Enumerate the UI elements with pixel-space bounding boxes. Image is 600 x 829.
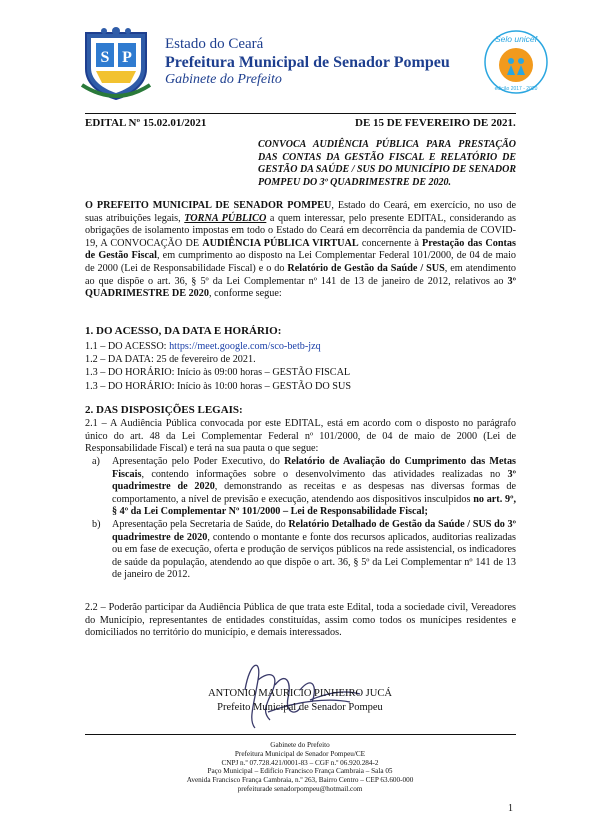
subitem-b [90, 519, 516, 582]
intro-g: Prestação das Contas de Gestão Fiscal [85, 237, 516, 262]
intro-h: , em cumprimento ao disposto na Lei Complementar Federal 101/2000, de 04 de maio de 2000 (Lei de Responsabilidade Fiscal) e o do [85, 250, 516, 274]
footer [0, 741, 600, 794]
header-gabinete: Gabinete do Prefeito [165, 72, 282, 87]
signatory-role: Prefeito Municipal de Senador Pompeu [217, 702, 383, 713]
time-item-fiscal: 1.3 – DO HORÁRIO: Início às 09:00 horas – GESTÃO FISCAL [85, 367, 351, 379]
header-state: Estado do Ceará [165, 36, 264, 52]
edital-number: EDITAL Nº 15.02.01/2021 [85, 117, 207, 129]
subitem-a-label: a) [92, 456, 100, 467]
access-item [85, 340, 351, 353]
section2-paragraph1: 2.1 – A Audiência Pública convocada por este EDITAL, está em acordo com o disposto no parágrafo único do art. 48 da Lei Complementar Federal nº 101/2000, de 04 de maio de 2000 (Lei de Responsabilidade Fiscal) e terá na sua pauta o que segue: [85, 418, 516, 455]
section1-title: 1. DO ACESSO, DA DATA E HORÁRIO: [85, 325, 282, 337]
coat-of-arms-logo [80, 25, 152, 101]
intro-f: concernente à [358, 237, 423, 249]
edital-summary: CONVOCA AUDIÊNCIA PÚBLICA PARA PRESTAÇÃO DAS CONTAS DA GESTÃO FISCAL E RELATÓRIO DE GESTÃO DA SAÚDE / SUS DO MUNICÍPIO DE SENADOR POMPEU DO 3º QUADRIMESTRE DE 2020. [258, 139, 516, 188]
edital-date: DE 15 DE FEVEREIRO DE 2021. [355, 117, 516, 129]
subitem-a-text6: no art. 9º, § 4º da Lei Complementar Nº 101/2000 – Lei de Responsabilidade Fiscal; [112, 493, 516, 518]
intro-i: Relatório de Gestão da Saúde / SUS [287, 262, 445, 274]
footer-line2: Prefeitura Municipal de Senador Pompeu/CE [234, 749, 366, 758]
meet-link[interactable]: https://meet.google.com/sco-betb-jzq [169, 341, 321, 352]
header-divider [85, 113, 516, 114]
footer-line1: Gabinete do Prefeito [270, 741, 330, 749]
section2-title: 2. DAS DISPOSIÇÕES LEGAIS: [85, 404, 243, 416]
date-item: 1.2 – DA DATA: 25 de fevereiro de 2021. [85, 354, 256, 366]
intro-c: TORNA PÚBLICO [184, 212, 267, 224]
footer-line4: Paço Municipal – Edifício Francisco França Cambraia – Sala 05 [207, 767, 393, 776]
footer-line3: CNPJ n.º 07.728.421/0001-83 – CGF n.º 06.920.284-2 [221, 758, 379, 767]
subitem-a-text4: 3º quadrimestre de 2020 [112, 468, 516, 493]
intro-e: AUDIÊNCIA PÚBLICA VIRTUAL [202, 237, 359, 249]
intro-b: , Estado do Ceará, em exercício, no uso de suas atribuições legais, [85, 200, 517, 224]
section2-paragraph2: 2.2 – Poderão participar da Audiência Pública de que trata este Edital, toda a sociedade civil, Vereadores do Município, representantes de entidades constituídas, assim como todos os munícipes residentes e domiciliados no território do município, e demais interessados. [85, 602, 516, 639]
subitem-b-text1: Apresentação pela Secretaria de Saúde, do [112, 518, 289, 530]
header-prefeitura: Prefeitura Municipal de Senador Pompeu [165, 54, 450, 71]
intro-j: , em atendimento ao que dispõe o art. 36, § 5º da Lei Complementar nº 141 de 13 de janeiro de 2012, relativos ao [85, 262, 516, 287]
footer-line5: Avenida Francisco França Cambraia, n.º 263, Bairro Centro – CEP 63.600-000 [186, 776, 414, 785]
coat-letter-s: S [100, 49, 110, 66]
coat-letter-p: P [122, 49, 132, 66]
subitem-a-text3: , contendo informações sobre o desenvolvimento das atividades realizadas no [141, 468, 508, 480]
subitem-b-label: b) [92, 518, 101, 530]
unicef-seal-logo [483, 29, 549, 95]
section2-subitems [90, 456, 516, 582]
subitem-a-text2: Relatório de Avaliação do Cumprimento das Metas Fiscais [112, 456, 516, 480]
intro-l: , conforme segue: [208, 288, 282, 300]
intro-a: O PREFEITO MUNICIPAL DE SENADOR POMPEU [85, 200, 332, 211]
intro-d: a quem interessar, pelo presente EDITAL, considerando as obrigações de isolamento impostas em todo o Estado do Ceará em decorrência da pandemia de COVID-19, A CONVOCAÇÃO DE [85, 212, 516, 249]
footer-divider [85, 734, 516, 735]
signatory-name: ANTONIO MAURICIO PINHEIRO JUCÁ [208, 688, 392, 699]
seal-title-text: Selo unicef [494, 34, 538, 44]
page-number: 1 [508, 803, 513, 814]
seal-subtitle-text: edição 2017 - 2020 [494, 86, 538, 92]
subitem-a [90, 456, 516, 519]
time-item-sus: 1.3 – DO HORÁRIO: Início às 10:00 horas – GESTÃO DO SUS [85, 380, 351, 392]
subitem-b-text3: , contendo o montante e fonte dos recursos aplicados, auditorias realizadas ou em fase de execução, oferta e produção de serviços públicos na rede assistencial, os indicadores de saúde da população, atendendo ao que dispõe o art. 36, § 5º da Lei Complementar nº 141 de 13 de janeiro de 2012. [112, 531, 517, 581]
access-label: 1.1 – DO ACESSO: [85, 341, 170, 352]
footer-email: prefeiturade senadorpompeu@hotmail.com [237, 784, 363, 793]
subitem-a-text1: Apresentação pelo Poder Executivo, do [112, 456, 285, 467]
subitem-a-text5: , demonstrando as receitas e as despesas nas diversas formas de comportamento, a nível de previsão e execução, atendendo aos dispositivos insculpidos [112, 481, 516, 505]
subitem-b-text2: Relatório Detalhado de Gestão da Saúde / SUS do 3º quadrimestre de 2020 [112, 518, 516, 543]
intro-paragraph [85, 200, 516, 301]
section1-list [85, 340, 351, 393]
intro-k: 3º QUADRIMESTRE DE 2020 [85, 275, 516, 300]
